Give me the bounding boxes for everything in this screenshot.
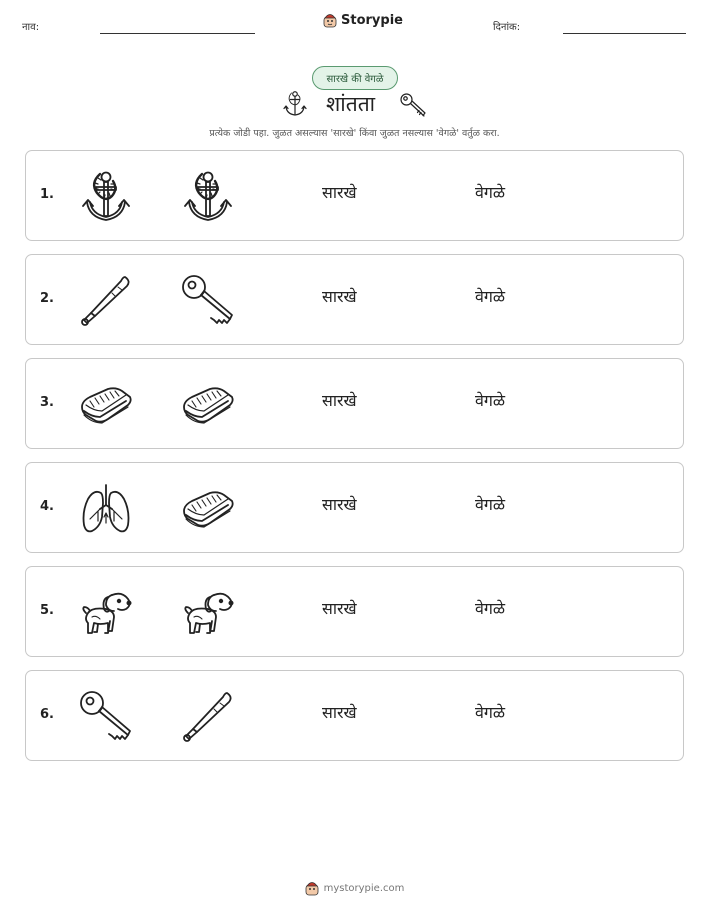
question-card xyxy=(25,462,684,553)
different-option[interactable]: वेगळे xyxy=(475,495,506,514)
same-option[interactable]: सारखे xyxy=(322,183,357,202)
same-option[interactable]: सारखे xyxy=(322,703,357,722)
same-option[interactable]: सारखे xyxy=(322,391,357,410)
anchor-icon xyxy=(78,169,134,225)
question-number: 1. xyxy=(40,187,54,202)
lungs-icon xyxy=(78,481,134,537)
different-option[interactable]: वेगळे xyxy=(475,183,506,202)
question-card xyxy=(25,358,684,449)
different-option[interactable]: वेगळे xyxy=(475,599,506,618)
question-number: 2. xyxy=(40,291,54,306)
folded-blanket-icon xyxy=(78,377,134,433)
question-number: 4. xyxy=(40,499,54,514)
folded-blanket-icon xyxy=(180,377,236,433)
key-icon xyxy=(180,273,236,329)
question-card xyxy=(25,566,684,657)
anchor-icon xyxy=(281,89,309,119)
anchor-icon xyxy=(180,169,236,225)
date-line[interactable] xyxy=(563,33,686,34)
different-option[interactable]: वेगळे xyxy=(475,287,506,306)
key-icon xyxy=(78,689,134,745)
storypie-mascot-icon xyxy=(323,12,337,28)
topic-pill: सारखे की वेगळे xyxy=(312,66,398,90)
same-option[interactable]: सारखे xyxy=(322,495,357,514)
question-number: 6. xyxy=(40,707,54,722)
instructions: प्रत्येक जोडी पहा. जुळत असल्यास 'सारखे' किंवा जुळत नसल्यास 'वेगळे' वर्तुळ करा. xyxy=(209,128,500,139)
footer xyxy=(0,880,709,896)
same-option[interactable]: सारखे xyxy=(322,287,357,306)
question-card xyxy=(25,670,684,761)
brand-logo xyxy=(323,12,403,28)
same-option[interactable]: सारखे xyxy=(322,599,357,618)
footer-site[interactable]: mystorypie.com xyxy=(323,882,405,894)
question-card xyxy=(25,150,684,241)
question-card xyxy=(25,254,684,345)
key-icon xyxy=(398,92,428,120)
baseball-bat-icon xyxy=(78,273,134,329)
puppy-icon xyxy=(180,585,236,641)
baseball-bat-icon xyxy=(180,689,236,745)
page-title: शांतता xyxy=(326,92,376,116)
different-option[interactable]: वेगळे xyxy=(475,391,506,410)
different-option[interactable]: वेगळे xyxy=(475,703,506,722)
brand-name: Storypie xyxy=(341,12,403,28)
folded-blanket-icon xyxy=(180,481,236,537)
name-label: नाव: xyxy=(22,22,40,33)
name-line[interactable] xyxy=(100,33,255,34)
puppy-icon xyxy=(78,585,134,641)
question-number: 3. xyxy=(40,395,54,410)
date-label: दिनांक: xyxy=(493,22,521,33)
question-number: 5. xyxy=(40,603,54,618)
storypie-mascot-icon xyxy=(305,880,319,896)
